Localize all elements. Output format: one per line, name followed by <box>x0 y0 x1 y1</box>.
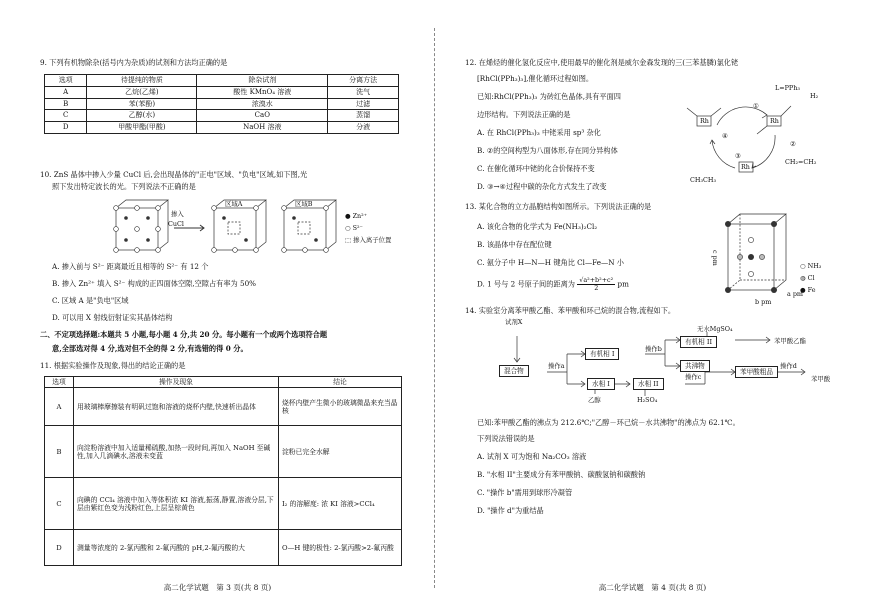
q12-option-d: D. ③→④过程中碳的杂化方式发生了改变 <box>477 182 607 191</box>
q14-crude-box: 苯甲酸粗品 <box>735 366 778 378</box>
q10-option-c: C. 区域 A 是"负电"区域 <box>52 296 129 305</box>
q12-ethene: CH₂=CH₂ <box>785 158 817 166</box>
table-row: D 甲酸甲酯(甲酸) NaOH 溶液 分液 <box>45 122 399 134</box>
q14-op-d: 操作d <box>780 362 797 370</box>
q11-table <box>44 376 402 566</box>
q10-option-a: A. 掺入前与 S²⁻ 距离最近且相等的 S²⁻ 有 12 个 <box>52 262 209 271</box>
q14-op-c: 操作c <box>685 373 702 381</box>
q14-option-c: C. "操作 b"需用到球形冷凝管 <box>477 488 573 497</box>
q11-stem: 11. 根据实验操作及现象,得出的结论正确的是 <box>40 361 186 370</box>
table-row: C 向碘的 CCl₄ 溶液中加入等体积浓 KI 溶液,振荡,静置,溶液分层,下层由紫红色变为浅粉红色,上层呈棕黄色 I₂ 的溶解度: 浓 KI 溶液>CCl₄ <box>45 478 402 530</box>
q14-op-a: 操作a <box>548 362 565 370</box>
q14-ester: 苯甲酸乙酯 <box>774 337 806 345</box>
q14-reagent-x: 试剂X <box>505 318 523 326</box>
q14-mixture-box: 混合物 <box>499 365 529 377</box>
right-page: 12. 在烯烃的催化氢化反应中,使用最早的催化剂是威尔金森发现的三(三苯基膦)氯化铑 [RhCl(PPh₃)₃],催化循环过程如图。 已知:RhCl(PPh₃)₃ 为砖红色晶体,具有平面四 边形结构。下列说法正确的是 A. 在 RhCl(PPh₃)₃ 中铑采用 sp³ 杂化 B. ②的空间构型为八面体形,存在同分异构体 C. 在催化循环中铑的化合价保持不变 D. ③→④过程中碳的杂化方式发生了改变 Rh Rh Rh ① ② ③ ④ H₂ CH₂=CH₂ CH₃CH₃ L=PPh₃ 13. 某化合物的立方晶胞结构如图所示。下列说法正确的是 A. 该化合物的化学式为 Fe(NH₃)₂Cl₂ B. 该晶体中存在配位键 C. 氨分子中 H—N—H 键角比 Cl—Fe—N 小 D. 1 号与 2 号原子间的距离为 $\frac{\text{√a²+b²+c²}}{2}$ pm c pm b pm a pm ○ NH₃ ◍ Cl ● Fe 14. 实验室分离苯甲酸乙酯、苯甲酸和环己烷的混合物,流程如下。 试剂X 混合物 操作a 有机相 I 水相 I 操作b 无水MgSO₄ 有机相 II 共沸物 苯甲酸乙酯 乙醇 水相 II H₂SO₄ 操作c 苯甲酸粗品 操作d 苯甲酸 已知:苯甲酸乙酯的沸点为 212.6℃;"乙醇－环己烷－水共沸物"的沸点为 62.1℃。 下列说法错误的是 A. 试剂 X 可为饱和 Na₂CO₃ 溶液 B. "水相 II"主要成分有苯甲酸钠、碳酸氢钠和碳酸钠 C. "操作 b"需用到球形冷凝管 D. "操作 d"为重结晶 高二化学试题 第 4 页(共 8 页) <box>435 0 870 606</box>
q13-option-c: C. 氨分子中 H—N—H 键角比 Cl—Fe—N 小 <box>477 258 624 267</box>
legend-s: S²⁻ <box>352 224 363 232</box>
q12-option-b: B. ②的空间构型为八面体形,存在同分异构体 <box>477 146 618 155</box>
q14-stem: 14. 实验室分离苯甲酸乙酯、苯甲酸和环己烷的混合物,流程如下。 <box>465 306 676 315</box>
q13-option-d: D. 1 号与 2 号原子间的距离为 $\frac{\text{√a²+b²+c²}}{2}$ pm <box>477 276 629 293</box>
q12-num-4: ④ <box>722 132 728 140</box>
q14-op-b: 操作b <box>645 345 662 353</box>
q12-rh-2: Rh <box>770 117 779 125</box>
q14-known-1: 已知:苯甲酸乙酯的沸点为 212.6℃;"乙醇－环己烷－水共沸物"的沸点为 62.1℃。 <box>477 418 740 427</box>
table-row: A 用玻璃棒摩擦装有明矾过饱和溶液的烧杯内壁,快速析出晶体 烧杯内壁产生微小的玻璃微晶来充当晶核 <box>45 388 402 426</box>
q12-stem-2: [RhCl(PPh₃)₃],催化循环过程如图。 <box>477 74 594 83</box>
q13-c-pm: c pm <box>711 250 719 266</box>
q9-stem: 9. 下列有机物除杂(括号内为杂质)的试剂和方法均正确的是 <box>40 58 228 67</box>
q13-stem: 13. 某化合物的立方晶胞结构如图所示。下列说法正确的是 <box>465 202 652 211</box>
left-footer: 高二化学试题 第 3 页(共 8 页) <box>163 582 272 592</box>
q13-b-pm: b pm <box>755 298 772 306</box>
q12-ethane: CH₃CH₃ <box>690 176 717 184</box>
q9-table <box>44 74 399 134</box>
right-footer: 高二化学试题 第 4 页(共 8 页) <box>598 582 707 592</box>
q10-option-b: B. 掺入 Zn²⁺ 填入 S²⁻ 构成的正四面体空隙,空隙占有率为 50% <box>52 279 256 288</box>
q14-option-b: B. "水相 II"主要成分有苯甲酸钠、碳酸氢钠和碳酸钠 <box>477 470 646 479</box>
q12-h2: H₂ <box>810 92 819 100</box>
q13-distance-formula: $\frac{\text{√a²+b²+c²}}{2}$ <box>579 276 614 293</box>
table-row: C 乙醇(水) CaO 蒸馏 <box>45 110 399 122</box>
q12-rh-3: Rh <box>741 163 750 171</box>
q14-cohex-box: 共沸物 <box>680 360 710 372</box>
section-2-heading-1: 二、不定项选择题:本题共 5 小题,每小题 4 分,共 20 分。每小题有一个或两个选项符合题 <box>40 330 328 339</box>
q14-org2-box: 有机相 II <box>680 336 717 348</box>
q14-aq2-box: 水相 II <box>633 378 664 390</box>
table-row: 选项 操作及现象 结论 <box>45 377 402 388</box>
q14-known-2: 下列说法错误的是 <box>477 434 535 443</box>
q12-num-2: ② <box>790 140 796 148</box>
q10-arrow-label: 掺入 <box>171 210 184 218</box>
q12-num-1: ① <box>753 102 759 110</box>
q14-option-d: D. "操作 d"为重结晶 <box>477 506 544 515</box>
q13-a-pm: a pm <box>787 290 803 298</box>
table-row: D 测量等浓度的 2-氯丙酸和 2-氟丙酸的 pH,2-氟丙酸的大 O—H 键的极性: 2-氯丙酸>2-氟丙酸 <box>45 530 402 566</box>
q10-arrow-label-2: CuCl <box>168 220 184 228</box>
q14-h2so4: H₂SO₄ <box>637 396 658 404</box>
q12-option-c: C. 在催化循环中铑的化合价保持不变 <box>477 164 595 173</box>
table-row: 选项 待提纯的物质 除杂试剂 分离方法 <box>45 75 399 87</box>
q14-acid: 苯甲酸 <box>811 375 831 383</box>
q14-mgso4: 无水MgSO₄ <box>697 325 733 333</box>
q12-stem-1: 12. 在烯烃的催化氢化反应中,使用最早的催化剂是威尔金森发现的三(三苯基膦)氯化铑 <box>465 58 739 67</box>
q10-region-a: 区域A <box>225 200 243 208</box>
q12-stem-4: 边形结构。下列说法正确的是 <box>477 110 571 119</box>
section-2-heading-2: 意,全部选对得 4 分,选对但不全的得 2 分,有选错的得 0 分。 <box>52 344 248 353</box>
q14-aq1-box: 水相 I <box>587 378 615 390</box>
q14-option-a: A. 试剂 X 可为饱和 Na₂CO₃ 溶液 <box>477 452 587 461</box>
q10-option-d: D. 可以用 X 射线衍射证实其晶体结构 <box>52 313 173 322</box>
q10-region-b: 区域B <box>295 200 313 208</box>
legend-doped: 掺入离子位置 <box>353 236 392 244</box>
table-row: B 苯(苯酚) 浓溴水 过滤 <box>45 98 399 110</box>
q10-stem-1: 10. ZnS 晶体中掺入少量 CuCl 后,会出现晶体的"正电"区域、"负电"区域,如下图,光 <box>40 170 308 179</box>
table-row: B 向淀粉溶液中加入适量稀硫酸,加热一段时间,再加入 NaOH 至碱性,加入几滴碘水,溶液未变蓝 淀粉已完全水解 <box>45 426 402 478</box>
legend-zn: Zn²⁺ <box>352 212 368 220</box>
q12-stem-3: 已知:RhCl(PPh₃)₃ 为砖红色晶体,具有平面四 <box>477 92 621 101</box>
table-row: A 乙烷(乙烯) 酸性 KMnO₄ 溶液 洗气 <box>45 86 399 98</box>
q13-option-b: B. 该晶体中存在配位键 <box>477 240 552 249</box>
q13-option-a: A. 该化合物的化学式为 Fe(NH₃)₂Cl₂ <box>477 222 598 231</box>
q13-cell-figure <box>720 210 790 300</box>
q14-org1-box: 有机相 I <box>585 348 619 360</box>
q12-rh-1: Rh <box>700 117 709 125</box>
q14-ethanol: 乙醇 <box>588 396 601 404</box>
q12-pph3: L=PPh₃ <box>775 84 800 92</box>
q12-option-a: A. 在 RhCl(PPh₃)₃ 中铑采用 sp³ 杂化 <box>477 128 601 137</box>
q12-num-3: ③ <box>735 152 741 160</box>
left-page: 9. 下列有机物除杂(括号内为杂质)的试剂和方法均正确的是 选项 待提纯的物质 除杂试剂 分离方法 A 乙烷(乙烯) 酸性 KMnO₄ 溶液 洗气 B 苯(苯酚) 浓溴水 过滤 C 乙醇(水) CaO 蒸馏 D 甲酸甲酯(甲酸) NaOH 溶液 分液 10. ZnS 晶体中掺入少量 CuCl 后,会出现晶体的"正电"区域、"负电"区域,如下图,光 照下发出特定波长的光。下列说法不正确的是 掺入 CuCl 区域A 区域B ● Zn²⁺ ○ S²⁻ ⬚ 掺入离子位置 A. 掺入前与 S²⁻ 距离最近且相等的 S²⁻ 有 12 个 B. 掺入 Zn²⁺ 填入 S²⁻ 构成的正四面体空隙,空隙占有率为 50% C. 区域 A 是"负电"区域 D. 可以用 X 射线衍射证实其晶体结构 二、不定项选择题:本题共 5 小题,每小题 4 分,共 20 分。每小题有一个或两个选项符合题 意,全部选对得 4 分,选对但不全的得 2 分,有选错的得 0 分。 11. 根据实验操作及现象,得出的结论正确的是 选项 操作及现象 结论 A 用玻璃棒摩擦装有明矾过饱和溶液的烧杯内壁,快速析出晶体 烧杯内壁产生微小的玻璃微晶来充当晶核 B 向淀粉溶液中加入适量稀硫酸,加热一段时间,再加入 NaOH 至碱性,加入几滴碘水,溶液未变蓝 淀粉已完全水解 C 向碘的 CCl₄ 溶液中加入等体积浓 KI 溶液,振荡,静置,溶液分层,下层由紫红色变为浅粉红色,上层呈棕黄色 I₂ 的溶解度: 浓 KI 溶液>CCl₄ D 测量等浓度的 2-氯丙酸和 2-氟丙酸的 pH,2-氟丙酸的大 O—H 键的极性: 2-氯丙酸>2-氟丙酸 高二化学试题 第 3 页(共 8 页) <box>0 0 435 606</box>
q10-stem-2: 照下发出特定波长的光。下列说法不正确的是 <box>52 182 196 191</box>
